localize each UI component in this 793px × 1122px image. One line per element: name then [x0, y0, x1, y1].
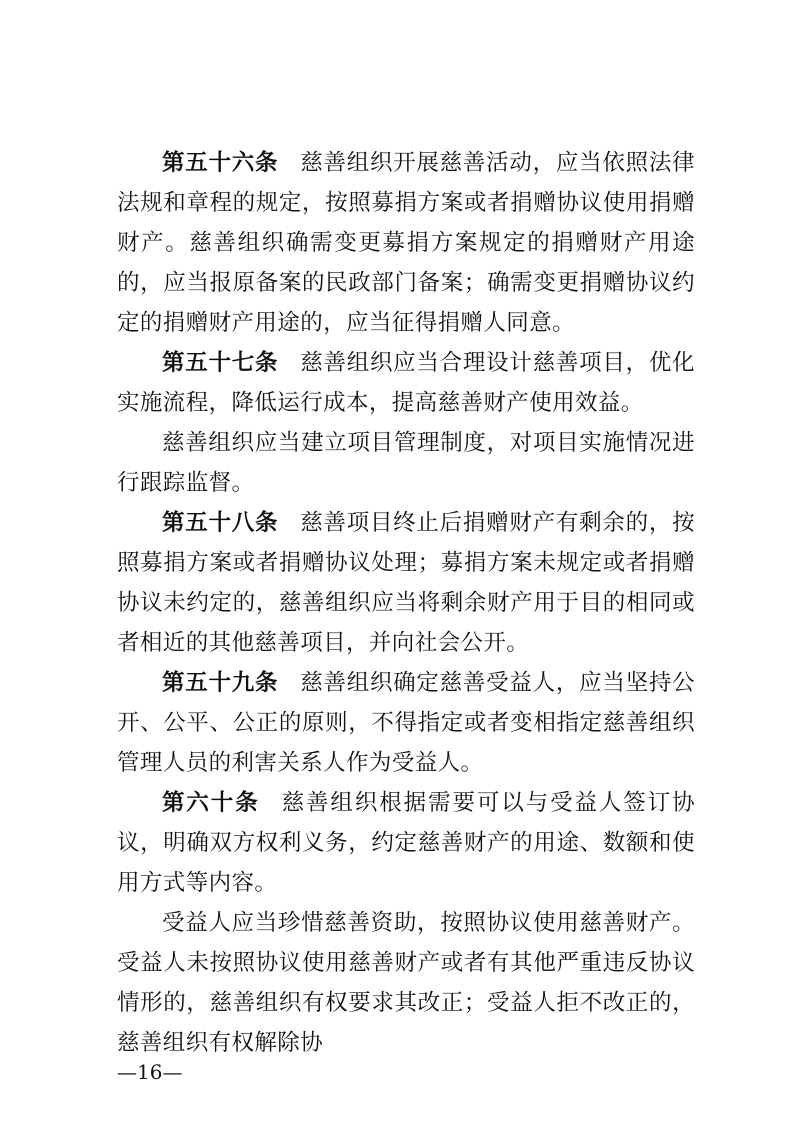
article-number: 第五十九条	[162, 670, 279, 696]
article-57-paragraph	[117, 343, 695, 423]
article-text: 慈善组织开展慈善活动，应当依照法律法规和章程的规定，按照募捐方案或者捐赠协议使用捐赠财产。慈善组织确需变更募捐方案规定的捐赠财产用途的，应当报原备案的民政部门备案；确需变更捐赠协议约定的捐赠财产用途的，应当征得捐赠人同意。	[117, 150, 695, 336]
article-58-paragraph	[117, 503, 695, 663]
article-number: 第五十八条	[162, 510, 279, 536]
document-body	[117, 143, 695, 1063]
article-57-continuation-paragraph	[117, 423, 695, 503]
article-60-continuation-paragraph	[117, 903, 695, 1063]
paragraph-text: 受益人应当珍惜慈善资助，按照协议使用慈善财产。受益人未按照协议使用慈善财产或者有其他严重违反协议情形的，慈善组织有权要求其改正；受益人拒不改正的，慈善组织有权解除协	[117, 910, 695, 1056]
article-number: 第六十条	[162, 790, 260, 816]
article-number: 第五十六条	[162, 150, 279, 176]
paragraph-text: 慈善组织应当建立项目管理制度，对项目实施情况进行跟踪监督。	[117, 430, 695, 496]
article-56-paragraph	[117, 143, 695, 343]
article-60-paragraph	[117, 783, 695, 903]
article-59-paragraph	[117, 663, 695, 783]
article-number: 第五十七条	[162, 350, 279, 376]
article-text: 慈善组织应当合理设计慈善项目，优化实施流程，降低运行成本，提高慈善财产使用效益。	[117, 350, 695, 416]
page-number: —16—	[117, 1060, 183, 1084]
article-text: 慈善组织根据需要可以与受益人签订协议，明确双方权利义务，约定慈善财产的用途、数额和使用方式等内容。	[117, 790, 695, 896]
article-text: 慈善项目终止后捐赠财产有剩余的，按照募捐方案或者捐赠协议处理；募捐方案未规定或者捐赠协议未约定的，慈善组织应当将剩余财产用于目的相同或者相近的其他慈善项目，并向社会公开。	[117, 510, 695, 656]
article-text: 慈善组织确定慈善受益人，应当坚持公开、公平、公正的原则，不得指定或者变相指定慈善组织管理人员的利害关系人作为受益人。	[117, 670, 695, 776]
